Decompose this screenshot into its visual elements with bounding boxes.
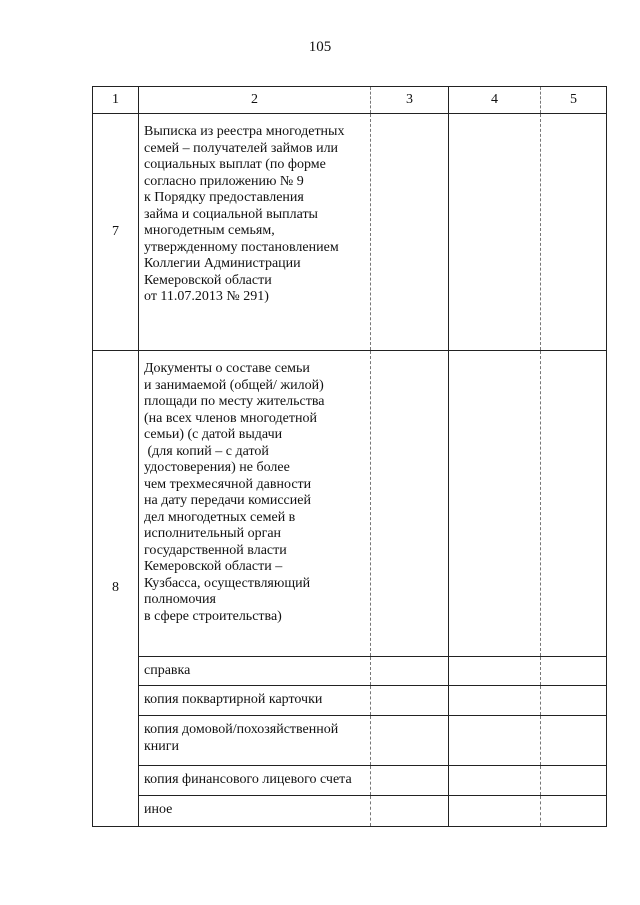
text-line: площади по месту жительства bbox=[144, 394, 325, 409]
text-line: копия поквартирной карточки bbox=[144, 692, 323, 707]
text-line: дел многодетных семей в bbox=[144, 509, 296, 525]
text-line: полномочия bbox=[144, 592, 216, 607]
header-col-1: 1 bbox=[93, 87, 139, 114]
table-row-7 bbox=[93, 114, 607, 351]
text-line: Кемеровской области – bbox=[144, 559, 283, 574]
text-line: Кемеровской области bbox=[144, 272, 272, 288]
text-line: многодетным семьям, bbox=[144, 223, 275, 238]
row-8-col-5 bbox=[541, 351, 607, 657]
text-line: семей – получателей займов или bbox=[144, 140, 339, 156]
row-8-number: 8 bbox=[93, 351, 139, 827]
text-line: от 11.07.2013 № 291) bbox=[144, 289, 269, 304]
table-sub-row bbox=[93, 796, 607, 827]
sub-cell-col-5 bbox=[541, 657, 607, 686]
text-line: Выписка из реестра многодетных bbox=[144, 124, 345, 139]
text-line: (на всех членов многодетной bbox=[144, 410, 317, 426]
sub-cell-col-4 bbox=[449, 716, 541, 766]
row-7-col-5 bbox=[541, 114, 607, 351]
sub-cell-col-4 bbox=[449, 657, 541, 686]
sub-item-certificate bbox=[139, 657, 371, 686]
text-line: (для копий – с датой bbox=[144, 443, 269, 459]
sub-cell-col-3 bbox=[371, 686, 449, 716]
sub-cell-col-3 bbox=[371, 766, 449, 796]
text-line: копия финансового лицевого счета bbox=[144, 772, 352, 787]
row-7-description bbox=[139, 114, 371, 351]
row-8-col-4 bbox=[449, 351, 541, 657]
text-line: займа и социальной выплаты bbox=[144, 206, 318, 222]
sub-cell-col-5 bbox=[541, 796, 607, 827]
text-line: согласно приложению № 9 bbox=[144, 173, 304, 189]
table-sub-row bbox=[93, 716, 607, 766]
header-col-2: 2 bbox=[139, 87, 371, 114]
text-line: Документы о составе семьи bbox=[144, 361, 310, 376]
text-line: в сфере строительства) bbox=[144, 608, 282, 624]
sub-cell-col-5 bbox=[541, 716, 607, 766]
text-line: чем трехмесячной давности bbox=[144, 476, 312, 492]
text-line: справка bbox=[144, 663, 191, 678]
header-col-5: 5 bbox=[541, 87, 607, 114]
page-number: 105 bbox=[308, 39, 332, 55]
sub-cell-col-4 bbox=[449, 686, 541, 716]
text-line: и занимаемой (общей/ жилой) bbox=[144, 377, 324, 393]
row-8-col-3 bbox=[371, 351, 449, 657]
row-7-col-4 bbox=[449, 114, 541, 351]
row-7-number: 7 bbox=[93, 114, 139, 351]
sub-item-house-book-copy bbox=[139, 716, 371, 766]
text-line: на дату передачи комиссией bbox=[144, 493, 311, 508]
text-line: к Порядку предоставления bbox=[144, 190, 304, 205]
text-line: утвержденному постановлением bbox=[144, 239, 339, 255]
table-sub-row bbox=[93, 766, 607, 796]
text-line: Кузбасса, осуществляющий bbox=[144, 575, 311, 591]
table-sub-row bbox=[93, 686, 607, 716]
text-line: иное bbox=[144, 802, 173, 817]
text-line: книги bbox=[144, 738, 180, 754]
text-line: удостоверения) не более bbox=[144, 460, 290, 475]
sub-cell-col-3 bbox=[371, 716, 449, 766]
text-line: семьи) (с датой выдачи bbox=[144, 427, 283, 442]
header-col-3: 3 bbox=[371, 87, 449, 114]
text-line: Коллегии Администрации bbox=[144, 256, 301, 271]
document-table bbox=[92, 86, 607, 827]
text-line: исполнительный орган bbox=[144, 526, 282, 541]
sub-item-account-copy bbox=[139, 766, 371, 796]
table-row-8 bbox=[93, 351, 607, 657]
sub-cell-col-3 bbox=[371, 657, 449, 686]
sub-cell-col-4 bbox=[449, 796, 541, 827]
table-header-row bbox=[93, 87, 607, 114]
row-8-description bbox=[139, 351, 371, 657]
sub-item-apartment-card-copy bbox=[139, 686, 371, 716]
sub-cell-col-4 bbox=[449, 766, 541, 796]
sub-item-other bbox=[139, 796, 371, 827]
table-sub-row bbox=[93, 657, 607, 686]
header-col-4: 4 bbox=[449, 87, 541, 114]
row-7-col-3 bbox=[371, 114, 449, 351]
text-line: копия домовой/похозяйственной bbox=[144, 722, 339, 737]
sub-cell-col-3 bbox=[371, 796, 449, 827]
text-line: социальных выплат (по форме bbox=[144, 157, 326, 172]
sub-cell-col-5 bbox=[541, 766, 607, 796]
sub-cell-col-5 bbox=[541, 686, 607, 716]
text-line: государственной власти bbox=[144, 542, 287, 558]
